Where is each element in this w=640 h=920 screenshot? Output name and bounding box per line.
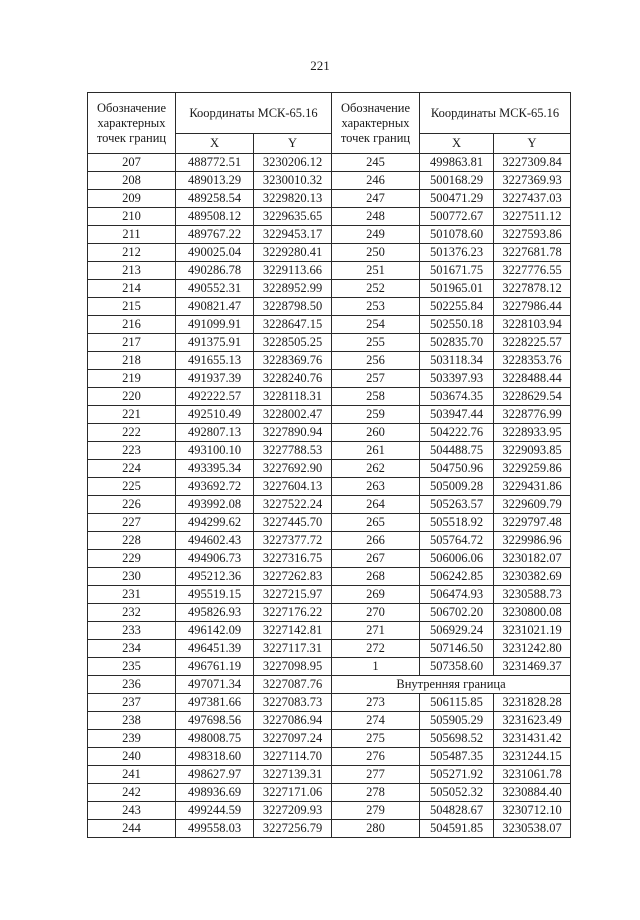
point-id-cell: 278 [332, 784, 420, 802]
point-id-cell: 245 [332, 154, 420, 172]
x-coord-cell: 498318.60 [176, 748, 254, 766]
point-id-cell: 234 [88, 640, 176, 658]
x-coord-cell: 500772.67 [420, 208, 494, 226]
x-coord-cell: 493692.72 [176, 478, 254, 496]
point-id-cell: 236 [88, 676, 176, 694]
point-id-cell: 227 [88, 514, 176, 532]
table-row [88, 424, 571, 442]
x-coord-cell: 501671.75 [420, 262, 494, 280]
y-coord-cell: 3227437.03 [494, 190, 571, 208]
point-id-cell: 256 [332, 352, 420, 370]
y-coord-cell: 3229797.48 [494, 514, 571, 532]
table-row [88, 352, 571, 370]
y-coord-cell: 3227139.31 [254, 766, 332, 784]
table-body [88, 154, 571, 838]
table-row [88, 676, 571, 694]
y-coord-cell: 3229431.86 [494, 478, 571, 496]
y-coord-cell: 3229113.66 [254, 262, 332, 280]
y-coord-cell: 3230538.07 [494, 820, 571, 838]
point-id-cell: 209 [88, 190, 176, 208]
point-id-cell: 262 [332, 460, 420, 478]
y-coord-cell: 3227215.97 [254, 586, 332, 604]
y-coord-cell: 3227209.93 [254, 802, 332, 820]
y-coord-cell: 3228353.76 [494, 352, 571, 370]
point-id-cell: 240 [88, 748, 176, 766]
point-id-cell: 237 [88, 694, 176, 712]
x-coord-cell: 498627.97 [176, 766, 254, 784]
page-number: 221 [310, 58, 330, 73]
point-id-cell: 241 [88, 766, 176, 784]
x-coord-cell: 500168.29 [420, 172, 494, 190]
coordinates-table [87, 92, 571, 838]
y-coord-cell: 3227316.75 [254, 550, 332, 568]
point-id-cell: 272 [332, 640, 420, 658]
y-coord-cell: 3228776.99 [494, 406, 571, 424]
y-coord-cell: 3228118.31 [254, 388, 332, 406]
x-coord-cell: 489508.12 [176, 208, 254, 226]
x-coord-cell: 504222.76 [420, 424, 494, 442]
y-coord-cell: 3227098.95 [254, 658, 332, 676]
point-id-cell: 219 [88, 370, 176, 388]
table-row [88, 640, 571, 658]
table-row [88, 514, 571, 532]
y-coord-cell: 3228369.76 [254, 352, 332, 370]
x-coord-cell: 490025.04 [176, 244, 254, 262]
table-row [88, 388, 571, 406]
y-coord-cell: 3230182.07 [494, 550, 571, 568]
point-id-cell: 232 [88, 604, 176, 622]
x-coord-cell: 497381.66 [176, 694, 254, 712]
table-row [88, 586, 571, 604]
x-coord-cell: 506929.24 [420, 622, 494, 640]
point-id-cell: 263 [332, 478, 420, 496]
y-coord-cell: 3227776.55 [494, 262, 571, 280]
table-row [88, 496, 571, 514]
y-coord-cell: 3230382.69 [494, 568, 571, 586]
point-id-cell: 226 [88, 496, 176, 514]
y-coord-cell: 3227593.86 [494, 226, 571, 244]
x-coord-cell: 505263.57 [420, 496, 494, 514]
y-coord-cell: 3228798.50 [254, 298, 332, 316]
y-coord-cell: 3229093.85 [494, 442, 571, 460]
table-row [88, 442, 571, 460]
point-id-cell: 280 [332, 820, 420, 838]
table-row [88, 748, 571, 766]
x-coord-cell: 506474.93 [420, 586, 494, 604]
x-coord-cell: 505052.32 [420, 784, 494, 802]
point-id-cell: 279 [332, 802, 420, 820]
point-id-cell: 268 [332, 568, 420, 586]
x-coord-cell: 501376.23 [420, 244, 494, 262]
table-row [88, 568, 571, 586]
x-coord-cell: 505905.29 [420, 712, 494, 730]
table-row [88, 622, 571, 640]
point-id-cell: 259 [332, 406, 420, 424]
y-coord-cell: 3227604.13 [254, 478, 332, 496]
point-id-cell: 224 [88, 460, 176, 478]
x-coord-cell: 505271.92 [420, 766, 494, 784]
x-coord-cell: 494906.73 [176, 550, 254, 568]
y-coord-cell: 3227114.70 [254, 748, 332, 766]
x-coord-cell: 505487.35 [420, 748, 494, 766]
point-id-cell: 216 [88, 316, 176, 334]
table-row [88, 478, 571, 496]
x-coord-cell: 507358.60 [420, 658, 494, 676]
x-coord-cell: 496142.09 [176, 622, 254, 640]
y-coord-cell: 3230800.08 [494, 604, 571, 622]
point-id-cell: 214 [88, 280, 176, 298]
y-coord-cell: 3229280.41 [254, 244, 332, 262]
x-coord-cell: 504488.75 [420, 442, 494, 460]
table-header [88, 93, 571, 154]
y-header-right: Y [494, 134, 571, 154]
table-row [88, 298, 571, 316]
table-row [88, 694, 571, 712]
x-coord-cell: 493100.10 [176, 442, 254, 460]
y-coord-cell: 3228933.95 [494, 424, 571, 442]
y-coord-cell: 3227522.24 [254, 496, 332, 514]
y-coord-cell: 3230588.73 [494, 586, 571, 604]
table-row [88, 406, 571, 424]
y-coord-cell: 3230010.32 [254, 172, 332, 190]
table-row [88, 604, 571, 622]
y-header-left: Y [254, 134, 332, 154]
x-coord-cell: 492510.49 [176, 406, 254, 424]
x-coord-cell: 490552.31 [176, 280, 254, 298]
table-row [88, 316, 571, 334]
x-coord-cell: 493992.08 [176, 496, 254, 514]
y-coord-cell: 3229453.17 [254, 226, 332, 244]
table-row [88, 532, 571, 550]
y-coord-cell: 3228225.57 [494, 334, 571, 352]
x-coord-cell: 498936.69 [176, 784, 254, 802]
y-coord-cell: 3227256.79 [254, 820, 332, 838]
y-coord-cell: 3227890.94 [254, 424, 332, 442]
table-row [88, 730, 571, 748]
x-coord-cell: 491099.91 [176, 316, 254, 334]
y-coord-cell: 3228505.25 [254, 334, 332, 352]
x-coord-cell: 505764.72 [420, 532, 494, 550]
y-coord-cell: 3227309.84 [494, 154, 571, 172]
y-coord-cell: 3227878.12 [494, 280, 571, 298]
point-id-cell: 238 [88, 712, 176, 730]
table-row [88, 226, 571, 244]
point-id-cell: 239 [88, 730, 176, 748]
x-coord-cell: 505009.28 [420, 478, 494, 496]
y-coord-cell: 3228952.99 [254, 280, 332, 298]
point-id-cell: 211 [88, 226, 176, 244]
point-id-cell: 276 [332, 748, 420, 766]
x-coord-cell: 497071.34 [176, 676, 254, 694]
point-id-cell: 271 [332, 622, 420, 640]
x-coord-cell: 491375.91 [176, 334, 254, 352]
point-id-cell: 252 [332, 280, 420, 298]
x-coord-cell: 496761.19 [176, 658, 254, 676]
point-id-cell: 244 [88, 820, 176, 838]
point-id-cell: 228 [88, 532, 176, 550]
point-id-cell: 269 [332, 586, 420, 604]
y-coord-cell: 3228103.94 [494, 316, 571, 334]
point-label-header-left: Обозначение характерных точек границ [88, 93, 176, 154]
y-coord-cell: 3228629.54 [494, 388, 571, 406]
inner-boundary-label: Внутренняя граница [332, 676, 571, 694]
coords-label-header-left: Координаты МСК-65.16 [176, 93, 332, 134]
y-coord-cell: 3227681.78 [494, 244, 571, 262]
y-coord-cell: 3227511.12 [494, 208, 571, 226]
point-id-cell: 274 [332, 712, 420, 730]
table-row [88, 244, 571, 262]
table-row [88, 280, 571, 298]
y-coord-cell: 3227369.93 [494, 172, 571, 190]
point-id-cell: 233 [88, 622, 176, 640]
coords-label-header-right: Координаты МСК-65.16 [420, 93, 571, 134]
point-id-cell: 221 [88, 406, 176, 424]
table-row [88, 172, 571, 190]
y-coord-cell: 3227171.06 [254, 784, 332, 802]
point-id-cell: 223 [88, 442, 176, 460]
table-row [88, 712, 571, 730]
point-id-cell: 247 [332, 190, 420, 208]
point-id-cell: 253 [332, 298, 420, 316]
table-row [88, 154, 571, 172]
y-coord-cell: 3229259.86 [494, 460, 571, 478]
table-row [88, 262, 571, 280]
y-coord-cell: 3231469.37 [494, 658, 571, 676]
y-coord-cell: 3229820.13 [254, 190, 332, 208]
point-id-cell: 270 [332, 604, 420, 622]
x-coord-cell: 499863.81 [420, 154, 494, 172]
point-id-cell: 277 [332, 766, 420, 784]
point-id-cell: 229 [88, 550, 176, 568]
table-row [88, 550, 571, 568]
y-coord-cell: 3229635.65 [254, 208, 332, 226]
y-coord-cell: 3230712.10 [494, 802, 571, 820]
point-id-cell: 254 [332, 316, 420, 334]
point-id-cell: 265 [332, 514, 420, 532]
x-coord-cell: 503118.34 [420, 352, 494, 370]
point-id-cell: 215 [88, 298, 176, 316]
x-coord-cell: 503674.35 [420, 388, 494, 406]
x-coord-cell: 507146.50 [420, 640, 494, 658]
x-coord-cell: 495212.36 [176, 568, 254, 586]
point-id-cell: 225 [88, 478, 176, 496]
x-coord-cell: 504750.96 [420, 460, 494, 478]
x-coord-cell: 502835.70 [420, 334, 494, 352]
table-row [88, 370, 571, 388]
x-coord-cell: 501078.60 [420, 226, 494, 244]
point-id-cell: 220 [88, 388, 176, 406]
x-coord-cell: 499558.03 [176, 820, 254, 838]
x-coord-cell: 492222.57 [176, 388, 254, 406]
x-coord-cell: 502550.18 [420, 316, 494, 334]
point-id-cell: 231 [88, 586, 176, 604]
point-id-cell: 249 [332, 226, 420, 244]
y-coord-cell: 3231061.78 [494, 766, 571, 784]
point-id-cell: 208 [88, 172, 176, 190]
table-row [88, 208, 571, 226]
point-id-cell: 217 [88, 334, 176, 352]
table-row [88, 658, 571, 676]
point-id-cell: 1 [332, 658, 420, 676]
point-id-cell: 207 [88, 154, 176, 172]
x-coord-cell: 499244.59 [176, 802, 254, 820]
point-id-cell: 222 [88, 424, 176, 442]
y-coord-cell: 3227176.22 [254, 604, 332, 622]
y-coord-cell: 3231828.28 [494, 694, 571, 712]
y-coord-cell: 3227692.90 [254, 460, 332, 478]
y-coord-cell: 3231244.15 [494, 748, 571, 766]
point-id-cell: 251 [332, 262, 420, 280]
x-coord-cell: 493395.34 [176, 460, 254, 478]
x-coord-cell: 506006.06 [420, 550, 494, 568]
x-coord-cell: 490286.78 [176, 262, 254, 280]
point-label-header-right: Обозначение характерных точек границ [332, 93, 420, 154]
x-coord-cell: 489013.29 [176, 172, 254, 190]
point-id-cell: 273 [332, 694, 420, 712]
x-coord-cell: 496451.39 [176, 640, 254, 658]
x-coord-cell: 505518.92 [420, 514, 494, 532]
x-header-right: X [420, 134, 494, 154]
point-id-cell: 235 [88, 658, 176, 676]
point-id-cell: 255 [332, 334, 420, 352]
x-coord-cell: 491655.13 [176, 352, 254, 370]
y-coord-cell: 3227142.81 [254, 622, 332, 640]
y-coord-cell: 3230884.40 [494, 784, 571, 802]
x-coord-cell: 504828.67 [420, 802, 494, 820]
point-id-cell: 264 [332, 496, 420, 514]
table-row [88, 820, 571, 838]
table-row [88, 190, 571, 208]
table-row [88, 766, 571, 784]
x-coord-cell: 498008.75 [176, 730, 254, 748]
table-row [88, 334, 571, 352]
point-id-cell: 258 [332, 388, 420, 406]
x-coord-cell: 501965.01 [420, 280, 494, 298]
y-coord-cell: 3227117.31 [254, 640, 332, 658]
y-coord-cell: 3231623.49 [494, 712, 571, 730]
x-coord-cell: 494602.43 [176, 532, 254, 550]
point-id-cell: 212 [88, 244, 176, 262]
point-id-cell: 267 [332, 550, 420, 568]
y-coord-cell: 3228488.44 [494, 370, 571, 388]
table-row [88, 460, 571, 478]
x-coord-cell: 495519.15 [176, 586, 254, 604]
y-coord-cell: 3227377.72 [254, 532, 332, 550]
point-id-cell: 275 [332, 730, 420, 748]
y-coord-cell: 3231021.19 [494, 622, 571, 640]
x-coord-cell: 506115.85 [420, 694, 494, 712]
x-coord-cell: 488772.51 [176, 154, 254, 172]
point-id-cell: 230 [88, 568, 176, 586]
point-id-cell: 248 [332, 208, 420, 226]
x-coord-cell: 494299.62 [176, 514, 254, 532]
point-id-cell: 266 [332, 532, 420, 550]
x-coord-cell: 503397.93 [420, 370, 494, 388]
y-coord-cell: 3227262.83 [254, 568, 332, 586]
point-id-cell: 250 [332, 244, 420, 262]
y-coord-cell: 3230206.12 [254, 154, 332, 172]
y-coord-cell: 3227083.73 [254, 694, 332, 712]
x-coord-cell: 504591.85 [420, 820, 494, 838]
point-id-cell: 213 [88, 262, 176, 280]
point-id-cell: 243 [88, 802, 176, 820]
y-coord-cell: 3228240.76 [254, 370, 332, 388]
x-coord-cell: 490821.47 [176, 298, 254, 316]
y-coord-cell: 3228647.15 [254, 316, 332, 334]
x-coord-cell: 491937.39 [176, 370, 254, 388]
x-coord-cell: 497698.56 [176, 712, 254, 730]
x-coord-cell: 506702.20 [420, 604, 494, 622]
table-row [88, 802, 571, 820]
point-id-cell: 257 [332, 370, 420, 388]
x-coord-cell: 495826.93 [176, 604, 254, 622]
x-coord-cell: 502255.84 [420, 298, 494, 316]
x-header-left: X [176, 134, 254, 154]
y-coord-cell: 3227087.76 [254, 676, 332, 694]
point-id-cell: 261 [332, 442, 420, 460]
y-coord-cell: 3227097.24 [254, 730, 332, 748]
y-coord-cell: 3227445.70 [254, 514, 332, 532]
point-id-cell: 218 [88, 352, 176, 370]
y-coord-cell: 3229609.79 [494, 496, 571, 514]
x-coord-cell: 489258.54 [176, 190, 254, 208]
y-coord-cell: 3229986.96 [494, 532, 571, 550]
x-coord-cell: 489767.22 [176, 226, 254, 244]
y-coord-cell: 3227788.53 [254, 442, 332, 460]
y-coord-cell: 3228002.47 [254, 406, 332, 424]
x-coord-cell: 503947.44 [420, 406, 494, 424]
y-coord-cell: 3227086.94 [254, 712, 332, 730]
y-coord-cell: 3227986.44 [494, 298, 571, 316]
y-coord-cell: 3231242.80 [494, 640, 571, 658]
point-id-cell: 246 [332, 172, 420, 190]
x-coord-cell: 505698.52 [420, 730, 494, 748]
y-coord-cell: 3231431.42 [494, 730, 571, 748]
table-row [88, 784, 571, 802]
x-coord-cell: 506242.85 [420, 568, 494, 586]
x-coord-cell: 492807.13 [176, 424, 254, 442]
point-id-cell: 242 [88, 784, 176, 802]
point-id-cell: 260 [332, 424, 420, 442]
point-id-cell: 210 [88, 208, 176, 226]
x-coord-cell: 500471.29 [420, 190, 494, 208]
